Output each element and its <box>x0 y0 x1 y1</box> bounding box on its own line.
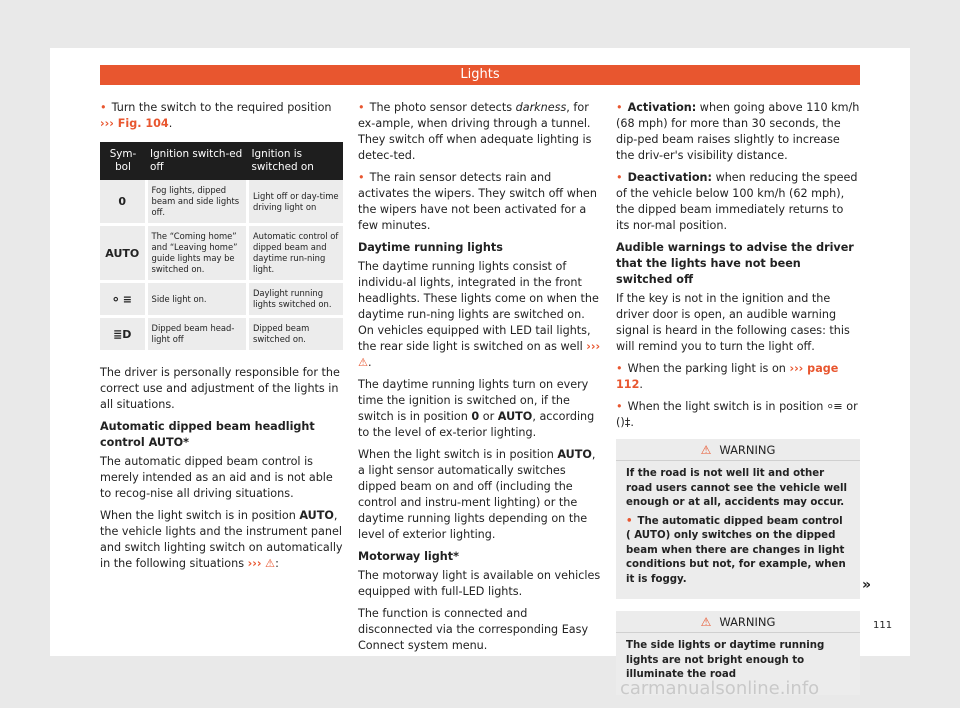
continue-arrow: » <box>862 577 872 593</box>
heading-auto-dipped-beam: Automatic dipped beam headlight control AUTO* <box>100 420 315 449</box>
list-item: • The rain sensor detects rain and activates the wipers. They switch off when the wipers have not been activated for a few minutes. <box>358 170 601 234</box>
warning-link[interactable]: ››› <box>247 557 262 570</box>
warning-triangle-icon: ⚠ <box>700 442 712 457</box>
warning-triangle-icon: ⚠ <box>700 614 712 629</box>
symbol-auto: AUTO <box>100 225 146 282</box>
paragraph: The driver is personally responsible for the correct use and adjustment of the lights in all situations. <box>100 366 340 411</box>
warning-text: If the road is not well lit and other road users cannot see the vehicle well enough or at all, accidents may occur. <box>626 468 848 508</box>
side-light-icon: ⸰ ≡ <box>100 282 146 317</box>
table-row: AUTO The “Coming home” and “Leaving home” guide lights may be switched on. Automatic control of dipped beam and daytime run-ning light. <box>100 225 343 282</box>
paragraph: If the key is not in the ignition and the driver door is open, an audible warning signal is heard in the following cases: this will remind you to turn the light off. <box>616 292 850 353</box>
figure-link[interactable]: ››› Fig. 104 <box>100 117 169 130</box>
heading-daytime-running-lights: Daytime running lights <box>358 241 503 254</box>
paragraph: The motorway light is available on vehicles equipped with full-LED lights. <box>358 569 601 598</box>
paragraph: The daytime running lights turn on every time the ignition is switched on, if the switch is in position 0 or AUTO, according to the level of ex-terior lighting. <box>358 378 595 439</box>
dipped-beam-icon: ≣D <box>100 317 146 352</box>
table-header-ignition-on: Ignition is switched on <box>247 142 343 180</box>
table-row: ≣D Dipped beam head-light off Dipped beam switched on. <box>100 317 343 352</box>
warning-link[interactable]: ››› <box>586 340 601 353</box>
paragraph: When the light switch is in position AUTO, a light sensor automatically switches dipped beam on and off (including the control and instru-ment lighting) or the daytime running lights depending on the level of exterior lighting. <box>358 448 596 541</box>
list-item: • When the light switch is in position ⸰≡ or ()‡. <box>616 399 860 431</box>
warning-header: ⚠ WARNING <box>616 611 860 633</box>
heading-audible-warnings: Audible warnings to advise the driver that the lights have not been switched off <box>616 241 854 286</box>
paragraph: The automatic dipped beam control is merely intended as an aid and is not able to recog-nise all driving situations. <box>100 455 333 500</box>
column-1 <box>100 100 343 578</box>
page-link[interactable]: ››› page 112 <box>616 362 839 391</box>
light-switch-table <box>100 142 343 353</box>
table-row: ⸰ ≡ Side light on. Daylight running lights switched on. <box>100 282 343 317</box>
table-header-ignition-off: Ignition switch-ed off <box>146 142 247 180</box>
column-2 <box>358 100 601 660</box>
warning-box <box>616 439 860 599</box>
list-item: • The photo sensor detects darkness, for ex-ample, when driving through a tunnel. They switch off when adequate lighting is detec-ted. <box>358 100 601 164</box>
intro-bullet: • Turn the switch to the required position ››› Fig. 104. <box>100 100 343 132</box>
warning-icon: ⚠ <box>265 557 276 570</box>
list-item: • Deactivation: when reducing the speed of the vehicle below 100 km/h (62 mph), the dipped beam immediately returns to its nor-mal position. <box>616 170 860 234</box>
paragraph: When the light switch is in position AUTO, the vehicle lights and the instrument panel and switch lighting switch on automatically in the following situations ››› ⚠: <box>100 509 343 570</box>
table-header-symbol: Sym-bol <box>100 142 146 180</box>
paragraph: The function is connected and disconnected via the corresponding Easy Connect system menu. <box>358 607 589 652</box>
heading-motorway-light: Motorway light* <box>358 550 459 563</box>
symbol-zero: 0 <box>100 180 146 225</box>
warning-text: The side lights or daytime running lights are not bright enough to illuminate the road <box>626 640 825 680</box>
page-number: 111 <box>873 620 893 631</box>
warning-text: • The automatic dipped beam control ( AUTO) only switches on the dipped beam when there are changes in light conditions but not, for example, when it is foggy. <box>626 515 850 588</box>
paragraph: The daytime running lights consist of individu-al lights, integrated in the front headlights. These lights come on when the daytime run-ning lights are switched on. On vehicles equipped with LED tail lights, the rear side light is switched on as well ››› ⚠. <box>358 260 601 369</box>
list-item: • Activation: when going above 110 km/h (68 mph) for more than 30 seconds, the dip-ped beam raises slightly to increase the driv-er's visibility distance. <box>616 100 860 164</box>
list-item: • When the parking light is on ››› page 112. <box>616 361 860 393</box>
warning-header: ⚠ WARNING <box>616 439 860 461</box>
watermark: carmanualsonline.info <box>620 678 820 699</box>
warning-icon: ⚠ <box>358 356 369 369</box>
table-row: 0 Fog lights, dipped beam and side lights off. Light off or day-time driving light on <box>100 180 343 225</box>
section-header: Lights <box>100 65 860 85</box>
column-3 <box>616 100 860 707</box>
